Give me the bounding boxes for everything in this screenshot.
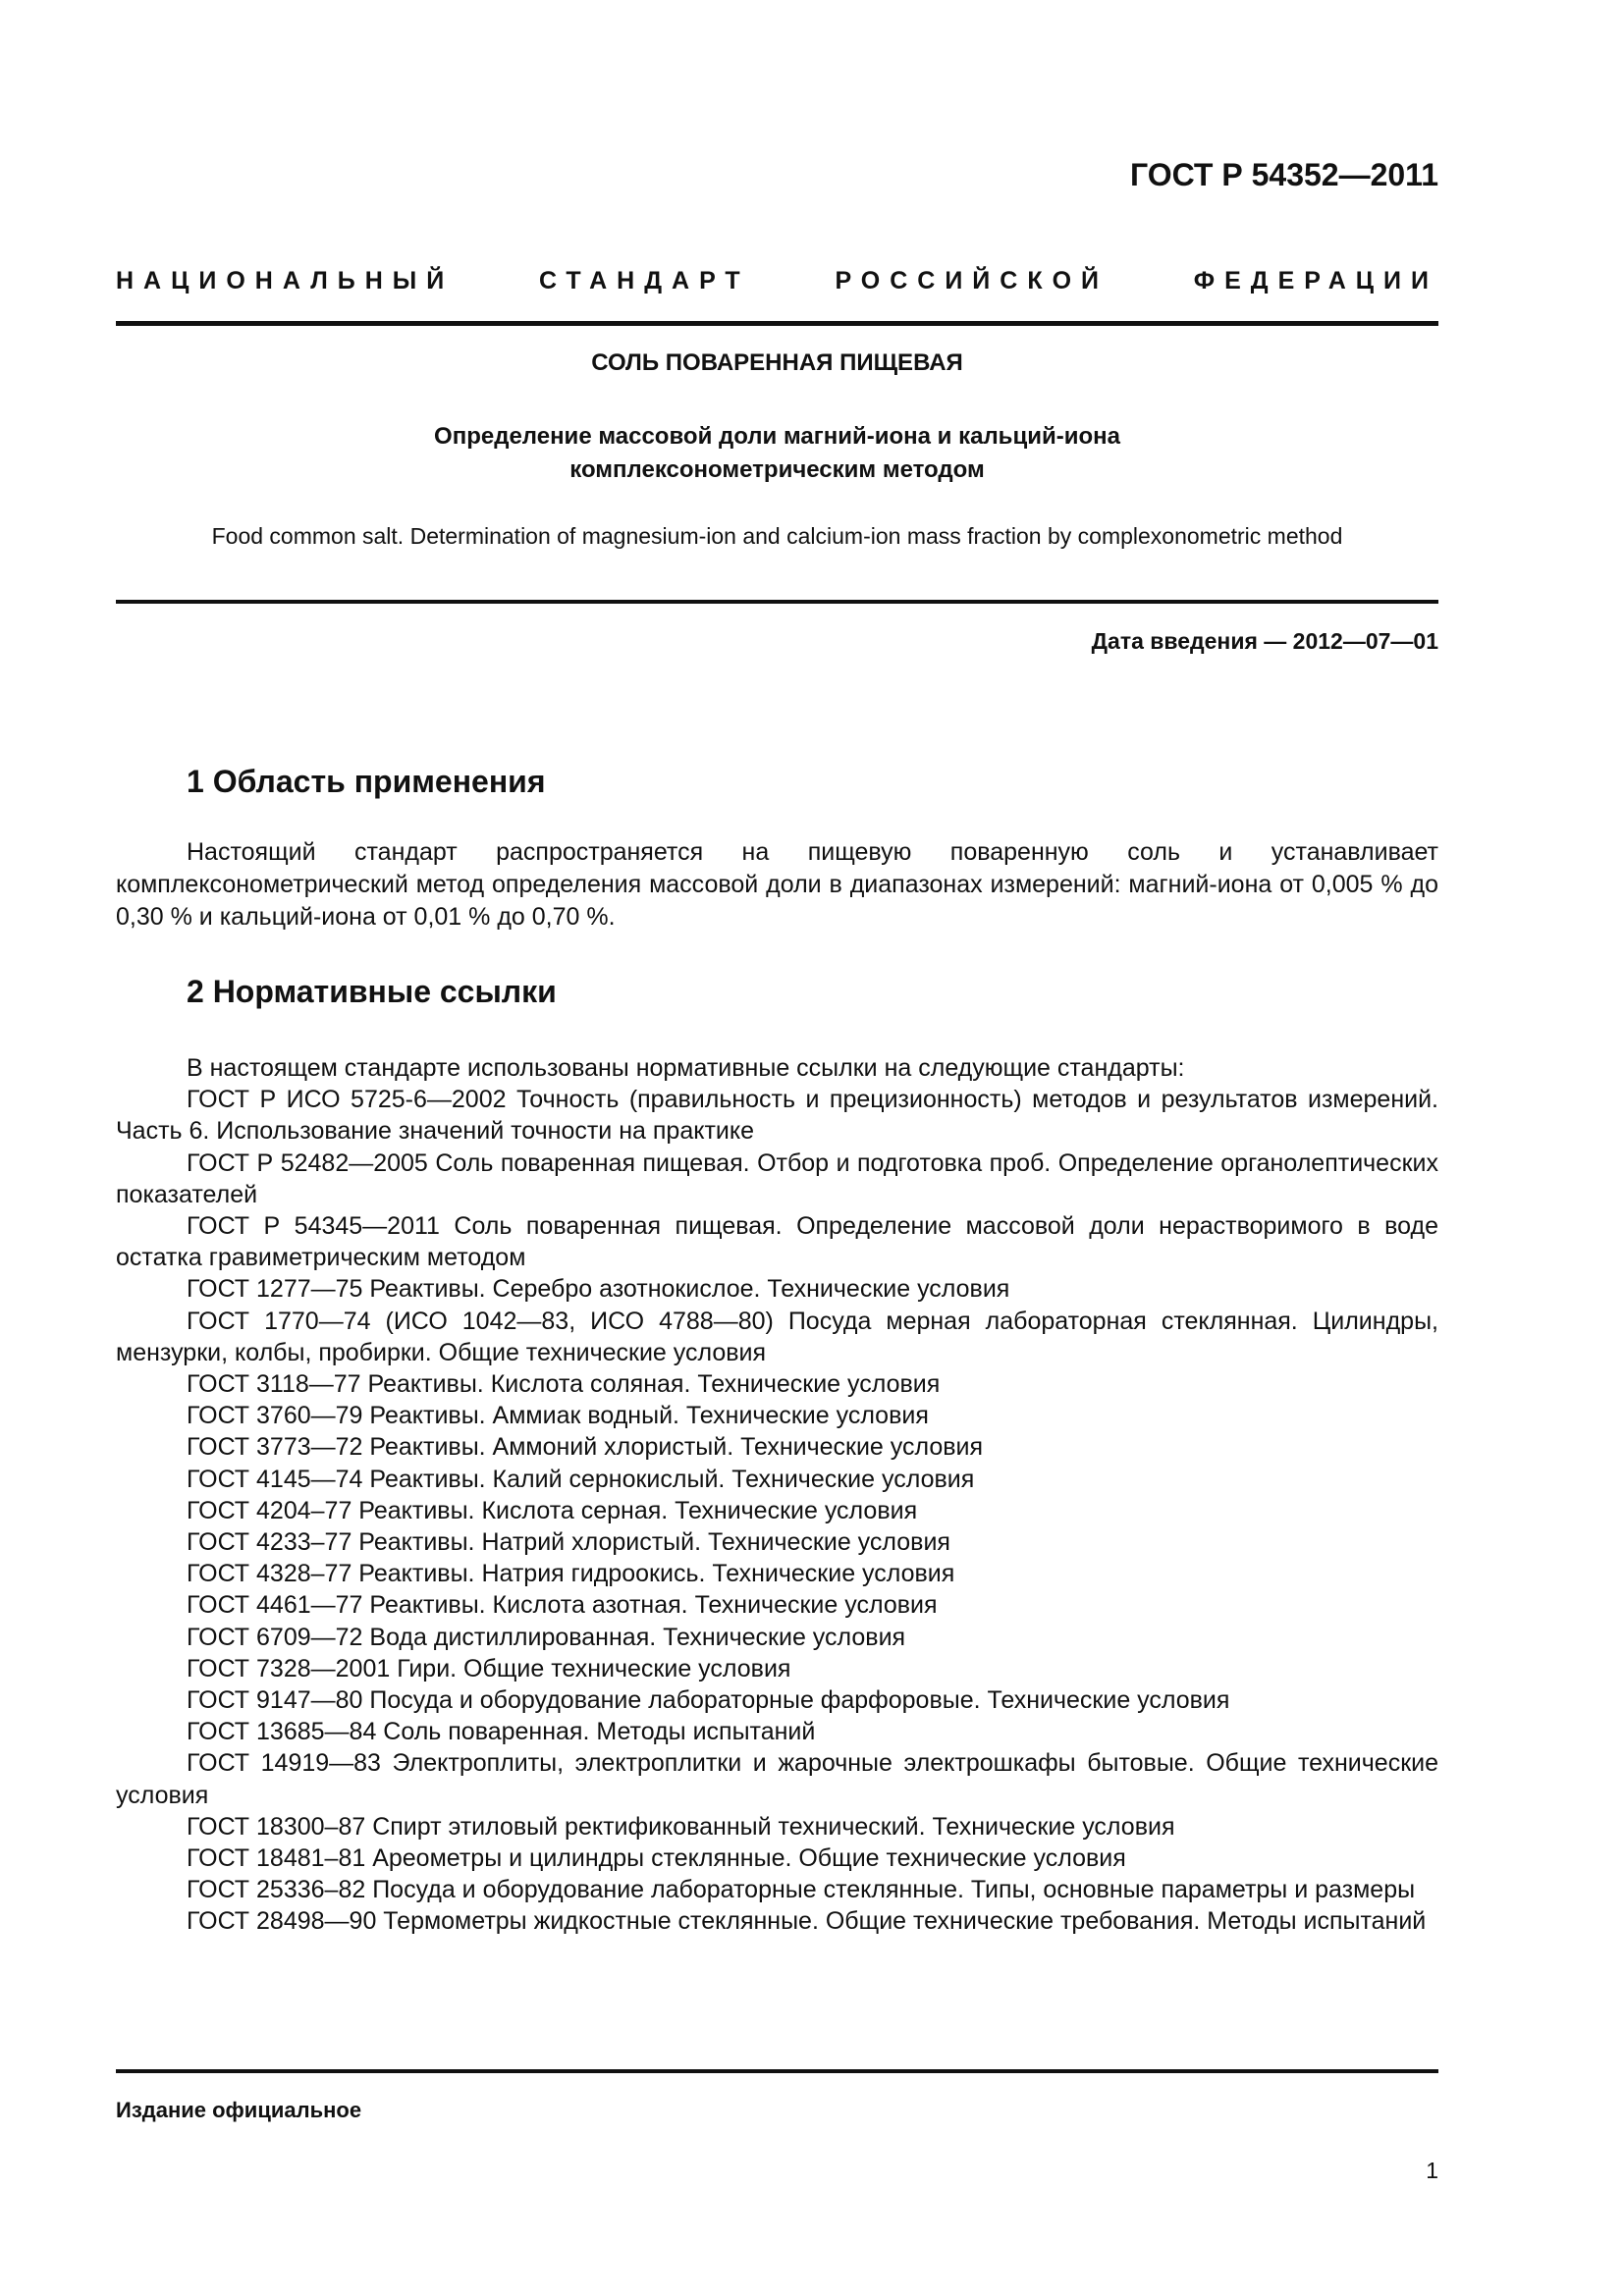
document-subtitle [116,420,1438,487]
banner-word: СТАНДАРТ [538,267,750,294]
reference-item: ГОСТ 3773—72 Реактивы. Аммоний хлористый. Технические условия [187,1433,984,1462]
national-standard-banner [116,267,1438,295]
section-1-heading: 1 Область применения [187,764,546,799]
reference-item: ГОСТ 18481–81 Ареометры и цилиндры стеклянные. Общие технические условия [187,1844,1126,1873]
official-edition-label: Издание официальное [116,2098,362,2122]
banner-word: НАЦИОНАЛЬНЫЙ [116,267,455,294]
section-2-heading: 2 Нормативные ссылки [187,974,557,1009]
header-divider [116,321,1438,326]
reference-item: ГОСТ 18300–87 Спирт этиловый ректификованный технический. Технические условия [187,1812,1175,1841]
reference-item: ГОСТ 7328—2001 Гири. Общие технические условия [187,1654,791,1682]
reference-item: ГОСТ 4328–77 Реактивы. Натрия гидроокись. Технические условия [187,1560,955,1588]
reference-item: ГОСТ 14919—83 Электроплиты, электроплитки и жарочные электрошкафы бытовые. Общие технические условия [116,1749,1438,1809]
reference-item: ГОСТ 4145—74 Реактивы. Калий сернокислый. Технические условия [187,1465,975,1493]
reference-item: ГОСТ 1277—75 Реактивы. Серебро азотнокислое. Технические условия [187,1275,1010,1304]
reference-item: ГОСТ 6709—72 Вода дистиллированная. Технические условия [187,1623,906,1651]
references-intro: В настоящем стандарте использованы нормативные ссылки на следующие стандарты: [187,1054,1185,1082]
reference-item: ГОСТ 28498—90 Термометры жидкостные стеклянные. Общие технические требования. Методы испытаний [187,1907,1427,1936]
reference-item: ГОСТ 13685—84 Соль поваренная. Методы испытаний [187,1718,816,1746]
document-code: ГОСТ Р 54352—2011 [1130,157,1438,192]
banner-word: ФЕДЕРАЦИИ [1193,267,1438,294]
reference-item: ГОСТ 3760—79 Реактивы. Аммиак водный. Технические условия [187,1402,929,1430]
section-1-text [116,836,1438,934]
reference-item: ГОСТ Р 54345—2011 Соль поваренная пищевая. Определение массовой доли нерастворимого в воде остатка гравиметрическим методом [116,1212,1438,1272]
subtitle-line: комплексонометрическим методом [569,456,985,483]
title-divider [116,600,1438,604]
footer-divider [116,2069,1438,2073]
reference-item: ГОСТ 4233–77 Реактивы. Натрий хлористый. Технические условия [187,1528,950,1557]
banner-word: РОССИЙСКОЙ [835,267,1109,294]
introduction-date: Дата введения — 2012—07—01 [1091,628,1438,654]
reference-item: ГОСТ 25336–82 Посуда и оборудование лабораторные стеклянные. Типы, основные параметры и размеры [187,1876,1416,1904]
reference-item: ГОСТ 4461—77 Реактивы. Кислота азотная. Технические условия [187,1591,938,1620]
reference-item: ГОСТ 3118—77 Реактивы. Кислота соляная. Технические условия [187,1370,941,1399]
reference-item: ГОСТ Р ИСО 5725-6—2002 Точность (правильность и прецизионность) методов и результатов измерений. Часть 6. Использование значений точности на практике [116,1086,1438,1146]
reference-item: ГОСТ 1770—74 (ИСО 1042—83, ИСО 4788—80) Посуда мерная лабораторная стеклянная. Цилиндры, мензурки, колбы, пробирки. Общие технические условия [116,1307,1438,1366]
english-title: Food common salt. Determination of magnesium-ion and calcium-ion mass fraction by complexonometric method [211,523,1343,549]
normative-references-list [116,1052,1438,1938]
reference-item: ГОСТ Р 52482—2005 Соль поваренная пищевая. Отбор и подготовка проб. Определение органолептических показателей [116,1148,1438,1208]
subtitle-line: Определение массовой доли магний-иона и кальций-иона [434,423,1120,450]
document-title: СОЛЬ ПОВАРЕННАЯ ПИЩЕВАЯ [591,349,963,376]
reference-item: ГОСТ 9147—80 Посуда и оборудование лабораторные фарфоровые. Технические условия [187,1686,1230,1715]
reference-item: ГОСТ 4204–77 Реактивы. Кислота серная. Технические условия [187,1496,918,1524]
paragraph: Настоящий стандарт распространяется на пищевую поваренную соль и устанавливает комплексонометрический метод определения массовой доли в диапазонах измерений: магний-иона от 0,005 % до 0,30 % и кальций-иона от 0,01 % до 0,70 %. [116,838,1438,931]
page-number: 1 [1426,2158,1438,2183]
